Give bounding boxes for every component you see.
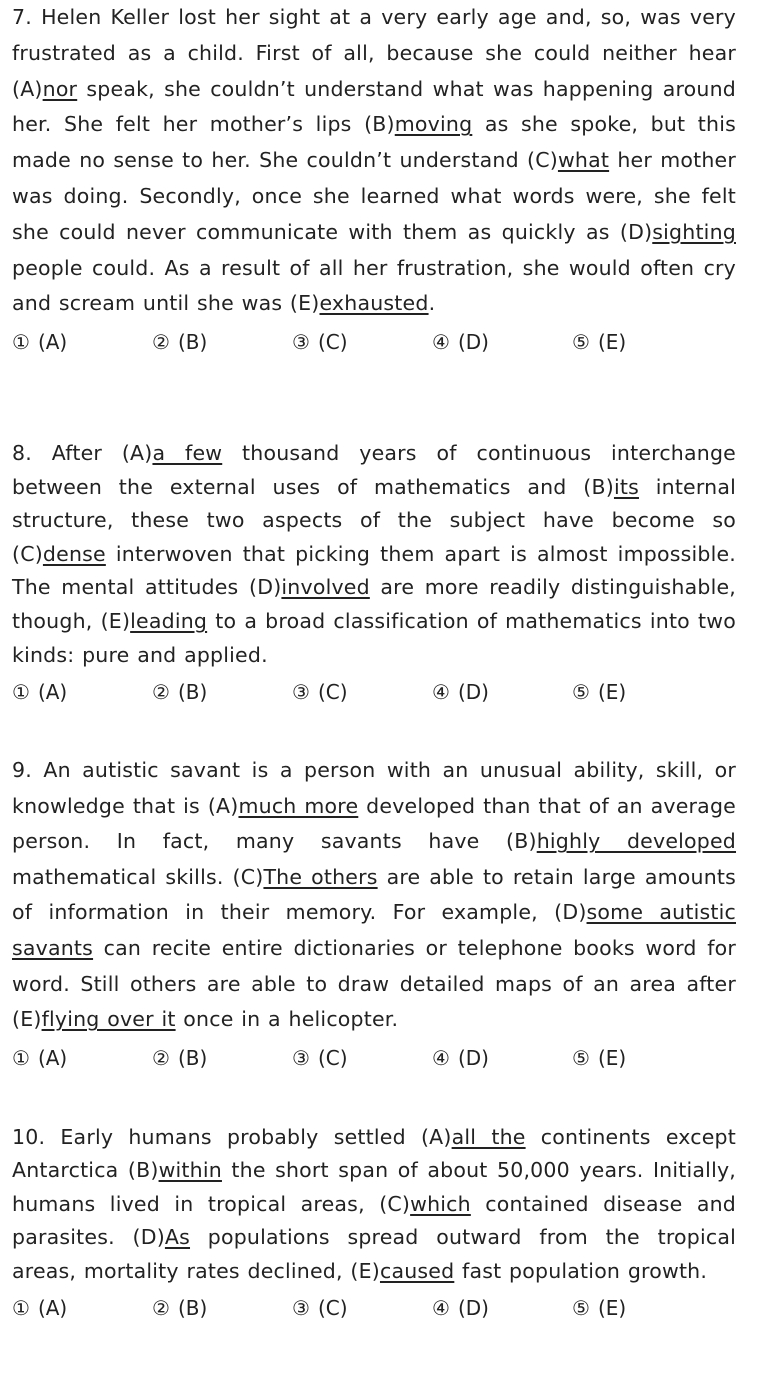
answer-options	[12, 330, 736, 354]
answer-option[interactable]	[572, 330, 712, 354]
answer-options	[12, 680, 736, 704]
question-10	[12, 1121, 736, 1320]
option-label: (C)	[317, 680, 348, 705]
underlined-choice: much more	[238, 793, 359, 818]
option-number: ⑤	[572, 1045, 590, 1070]
option-label: (E)	[597, 330, 627, 355]
passage-text: After (A)	[51, 441, 153, 465]
passage-text: the short span of about 50,000 years. Initially, humans lived in tropical areas, (C)	[12, 1158, 737, 1216]
option-number: ①	[12, 680, 30, 705]
answer-option[interactable]	[432, 680, 572, 704]
passage-text: thousand years of continuous interchange between the external uses of mathematics and (B)	[12, 441, 736, 499]
question-number: 10.	[12, 1125, 46, 1149]
option-number: ③	[292, 1045, 310, 1070]
passage-text: internal structure, these two aspects of the subject have become so (C)	[12, 474, 736, 566]
passage-text: populations spread outward from the tropical areas, mortality rates declined, (E)	[12, 1225, 736, 1283]
option-label: (E)	[597, 680, 627, 705]
option-number: ①	[12, 330, 30, 355]
question-8	[12, 437, 736, 704]
answer-option[interactable]	[12, 1046, 152, 1070]
passage-text: speak, she couldn’t understand what was happening around her. She felt her mother’s lips (B)	[12, 76, 736, 137]
underlined-choice: some autistic savants	[12, 900, 736, 960]
answer-option[interactable]	[12, 330, 152, 354]
underlined-choice: leading	[130, 608, 208, 633]
passage-text: .	[428, 291, 436, 316]
answer-option[interactable]	[292, 330, 432, 354]
option-number: ③	[292, 680, 310, 705]
answer-option[interactable]	[432, 330, 572, 354]
passage-text: to a broad classification of mathematics into two kinds: pure and applied.	[12, 608, 736, 667]
answer-option[interactable]	[572, 1046, 712, 1070]
option-number: ②	[152, 330, 170, 355]
passage-text: Helen Keller lost her sight at a very early age and, so, was very frustrated as a child. First of all, because she could neither hear (A)	[12, 5, 736, 101]
option-number: ④	[432, 1296, 450, 1321]
answer-option[interactable]	[432, 1296, 572, 1320]
underlined-choice: caused	[379, 1258, 455, 1283]
passage-text: fast population growth.	[454, 1258, 708, 1283]
answer-option[interactable]	[432, 1046, 572, 1070]
underlined-choice: The others	[263, 864, 378, 889]
question-text	[12, 0, 736, 322]
answer-option[interactable]	[152, 1046, 292, 1070]
passage-text: interwoven that picking them apart is almost impossible. The mental attitudes (D)	[12, 541, 736, 600]
underlined-choice: moving	[394, 112, 473, 137]
question-number: 7.	[12, 5, 32, 29]
option-number: ③	[292, 330, 310, 355]
passage-text: contained disease and parasites. (D)	[12, 1191, 737, 1250]
underlined-choice: dense	[42, 541, 106, 566]
passage-text: are able to retain large amounts of information in their memory. For example, (D)	[12, 864, 737, 925]
option-number: ①	[12, 1296, 30, 1321]
passage-text: An autistic savant is a person with an unusual ability, skill, or knowledge that is (A)	[12, 758, 736, 818]
answer-options	[12, 1296, 736, 1320]
underlined-choice: highly developed	[536, 829, 737, 854]
passage-text: developed than that of an average person. In fact, many savants have (B)	[12, 793, 736, 854]
answer-option[interactable]	[152, 1296, 292, 1320]
option-label: (B)	[177, 1045, 208, 1070]
option-number: ④	[432, 680, 450, 705]
option-label: (D)	[457, 680, 489, 705]
option-label: (C)	[317, 330, 348, 355]
option-label: (D)	[457, 330, 489, 355]
underlined-choice: As	[164, 1225, 191, 1250]
answer-option[interactable]	[292, 1296, 432, 1320]
passage-text: her mother was doing. Secondly, once she learned what words were, she felt she could never communicate with them as quickly as (D)	[12, 148, 736, 244]
option-label: (D)	[457, 1296, 489, 1321]
passage-text: as she spoke, but this made no sense to her. She couldn’t understand (C)	[12, 112, 736, 173]
option-label: (C)	[317, 1045, 348, 1070]
question-number: 8.	[12, 441, 32, 465]
option-number: ⑤	[572, 330, 590, 355]
answer-option[interactable]	[152, 680, 292, 704]
answer-option[interactable]	[292, 1046, 432, 1070]
underlined-choice: flying over it	[41, 1007, 176, 1032]
option-label: (A)	[37, 1045, 68, 1070]
option-number: ②	[152, 1045, 170, 1070]
option-label: (B)	[177, 330, 208, 355]
question-number: 9.	[12, 758, 32, 782]
option-number: ②	[152, 680, 170, 705]
underlined-choice: which	[410, 1191, 471, 1216]
passage-text: once in a helicopter.	[175, 1007, 399, 1032]
option-number: ①	[12, 1045, 30, 1070]
underlined-choice: nor	[42, 76, 78, 101]
answer-options	[12, 1046, 736, 1070]
question-9	[12, 753, 736, 1070]
option-label: (A)	[37, 330, 68, 355]
passage-text: people could. As a result of all her frustration, she would often cry and scream until she was (E)	[12, 255, 736, 316]
answer-option[interactable]	[12, 1296, 152, 1320]
option-label: (A)	[37, 680, 68, 705]
answer-option[interactable]	[292, 680, 432, 704]
passage-text: are more readily distinguishable, though, (E)	[12, 575, 736, 633]
underlined-choice: what	[557, 148, 610, 173]
answer-option[interactable]	[572, 680, 712, 704]
underlined-choice: its	[613, 474, 639, 499]
passage-text: can recite entire dictionaries or telephone books word for word. Still others are able to draw detailed maps of an area after (E)	[12, 935, 736, 1032]
answer-option[interactable]	[12, 680, 152, 704]
option-label: (B)	[177, 680, 208, 705]
answer-option[interactable]	[152, 330, 292, 354]
passage-text: continents except Antarctica (B)	[12, 1125, 737, 1183]
option-number: ⑤	[572, 1296, 590, 1321]
underlined-choice: sighting	[652, 219, 736, 244]
option-number: ③	[292, 1296, 310, 1321]
underlined-choice: all the	[451, 1125, 526, 1149]
option-number: ④	[432, 330, 450, 355]
option-label: (B)	[177, 1296, 208, 1321]
passage-text: Early humans probably settled (A)	[60, 1125, 452, 1149]
option-label: (E)	[597, 1045, 627, 1070]
underlined-choice: a few	[152, 441, 223, 465]
underlined-choice: within	[158, 1158, 222, 1183]
answer-option[interactable]	[572, 1296, 712, 1320]
option-number: ④	[432, 1045, 450, 1070]
question-7	[12, 0, 736, 354]
option-label: (A)	[37, 1296, 68, 1321]
passage-text: mathematical skills. (C)	[12, 864, 264, 889]
underlined-choice: involved	[281, 575, 370, 600]
option-number: ⑤	[572, 680, 590, 705]
question-text	[12, 753, 736, 1038]
question-text	[12, 1121, 736, 1288]
underlined-choice: exhausted	[319, 291, 429, 316]
option-label: (D)	[457, 1045, 489, 1070]
question-text	[12, 437, 736, 672]
option-number: ②	[152, 1296, 170, 1321]
option-label: (E)	[597, 1296, 627, 1321]
option-label: (C)	[317, 1296, 348, 1321]
